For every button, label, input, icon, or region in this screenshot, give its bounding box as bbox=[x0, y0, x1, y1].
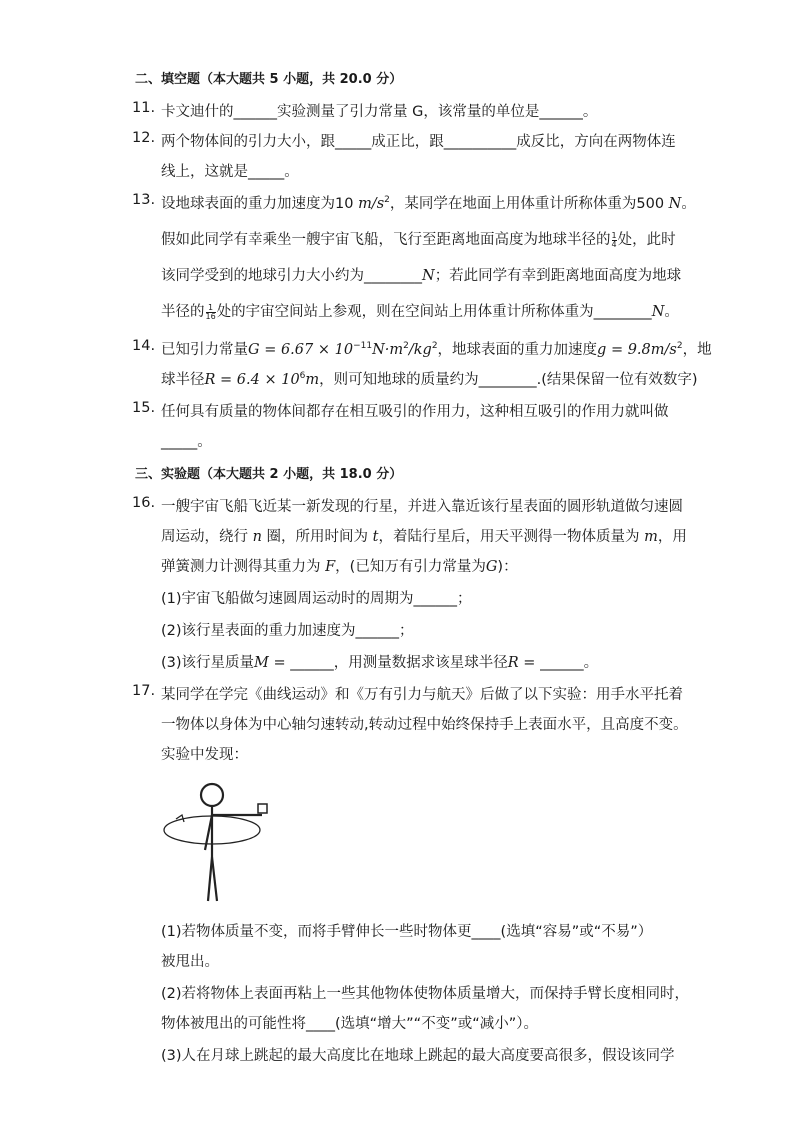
question-text: 某同学在学完《曲线运动》和《万有引力与航天》后做了以下实验：用手水平托着 bbox=[161, 687, 683, 703]
sub-question-2: (2)该行星表面的重力加速度为______； bbox=[161, 623, 414, 639]
question-text: 任何具有质量的物体间都存在相互吸引的作用力，这种相互吸引的作用力就叫做 bbox=[161, 404, 669, 420]
question-number: 14. bbox=[132, 338, 156, 354]
question-number: 17. bbox=[132, 683, 156, 699]
sub-question-2-cont: 物体被甩出的可能性将____(选填“增大”“不变”或“减小”）。 bbox=[161, 1016, 538, 1032]
fraction: $\frac{1}{16}$ bbox=[205, 302, 216, 321]
question-text: 一物体以身体为中心轴匀速转动,转动过程中始终保持手上表面水平，且高度不变。 bbox=[161, 717, 688, 733]
sub-question-1: (1)宇宙飞船做匀速圆周运动时的周期为______； bbox=[161, 591, 472, 607]
sub-question-2: (2)若将物体上表面再粘上一些其他物体使物体质量增大，而保持手臂长度相同时， bbox=[161, 986, 690, 1002]
question-text: 已知引力常量$G = 6.67 \times 10^{-11}N\cdot m^2/kg^2$，地球表面的重力加速度$g = 9.8m/s^2$，地 bbox=[161, 341, 712, 358]
question-text: 弹簧测力计测得其重力为 F，(已知万有引力常量为G)： bbox=[161, 559, 518, 575]
fraction: $\frac{1}{4}$ bbox=[611, 230, 617, 249]
section-title-fill-blank: 二、填空题（本大题共 5 小题，共 20.0 分） bbox=[135, 72, 403, 87]
question-text: 两个物体间的引力大小，跟_____成正比，跟__________成反比，方向在两物体连 bbox=[161, 134, 676, 150]
question-number: 12. bbox=[132, 130, 156, 146]
question-number: 15. bbox=[132, 400, 156, 416]
sub-question-1-cont: 被甩出。 bbox=[161, 954, 219, 970]
sub-question-3: (3)人在月球上跳起的最大高度比在地球上跳起的最大高度要高很多，假设该同学 bbox=[161, 1048, 675, 1064]
question-text: 球半径$R = 6.4 \times 10^6m$，则可知地球的质量约为________.(结果保留一位有效数字) bbox=[161, 371, 698, 388]
question-text: 一艘宇宙飞船飞近某一新发现的行星，并进入靠近该行星表面的圆形轨道做匀速圆 bbox=[161, 499, 683, 515]
right-leg bbox=[212, 857, 217, 901]
question-number: 11. bbox=[132, 100, 156, 116]
question-text: 线上，这就是_____。 bbox=[161, 164, 299, 180]
question-text: _____。 bbox=[161, 434, 212, 450]
question-number: 16. bbox=[132, 495, 156, 511]
object-box bbox=[258, 804, 267, 813]
left-leg bbox=[208, 857, 212, 901]
question-number: 13. bbox=[132, 192, 156, 208]
head bbox=[201, 784, 223, 806]
sub-question-1: (1)若物体质量不变，而将手臂伸长一些时物体更____(选填“容易”或“不易”） bbox=[161, 924, 653, 940]
question-text: 假如此同学有幸乘坐一艘宇宙飞船，飞行至距离地面高度为地球半径的 $\frac{1}{4}$ 处，此时 bbox=[161, 230, 676, 249]
question-text: 实验中发现： bbox=[161, 747, 248, 763]
question-text: 设地球表面的重力加速度为10 $m/s^2$，某同学在地面上用体重计所称体重为500 N。 bbox=[161, 195, 696, 212]
sub-question-3: (3)该行星质量M = ______，用测量数据求该星球半径R = ______。 bbox=[161, 655, 599, 671]
question-text: 周运动，绕行 n 圈，所用时间为 t，着陆行星后，用天平测得一物体质量为 m，用 bbox=[161, 529, 687, 545]
question-text: 该同学受到的地球引力大小约为________N；若此同学有幸到距离地面高度为地球 bbox=[161, 268, 682, 284]
section-title-experiment: 三、实验题（本大题共 2 小题，共 18.0 分） bbox=[135, 467, 403, 482]
question-text: 卡文迪什的______实验测量了引力常量 G，该常量的单位是______。 bbox=[161, 104, 598, 120]
question-text: 半径的 $\frac{1}{16}$ 处的宇宙空间站上参观，则在空间站上用体重计所称体重为________N。 bbox=[161, 302, 679, 321]
stick-figure-illustration bbox=[160, 775, 280, 905]
